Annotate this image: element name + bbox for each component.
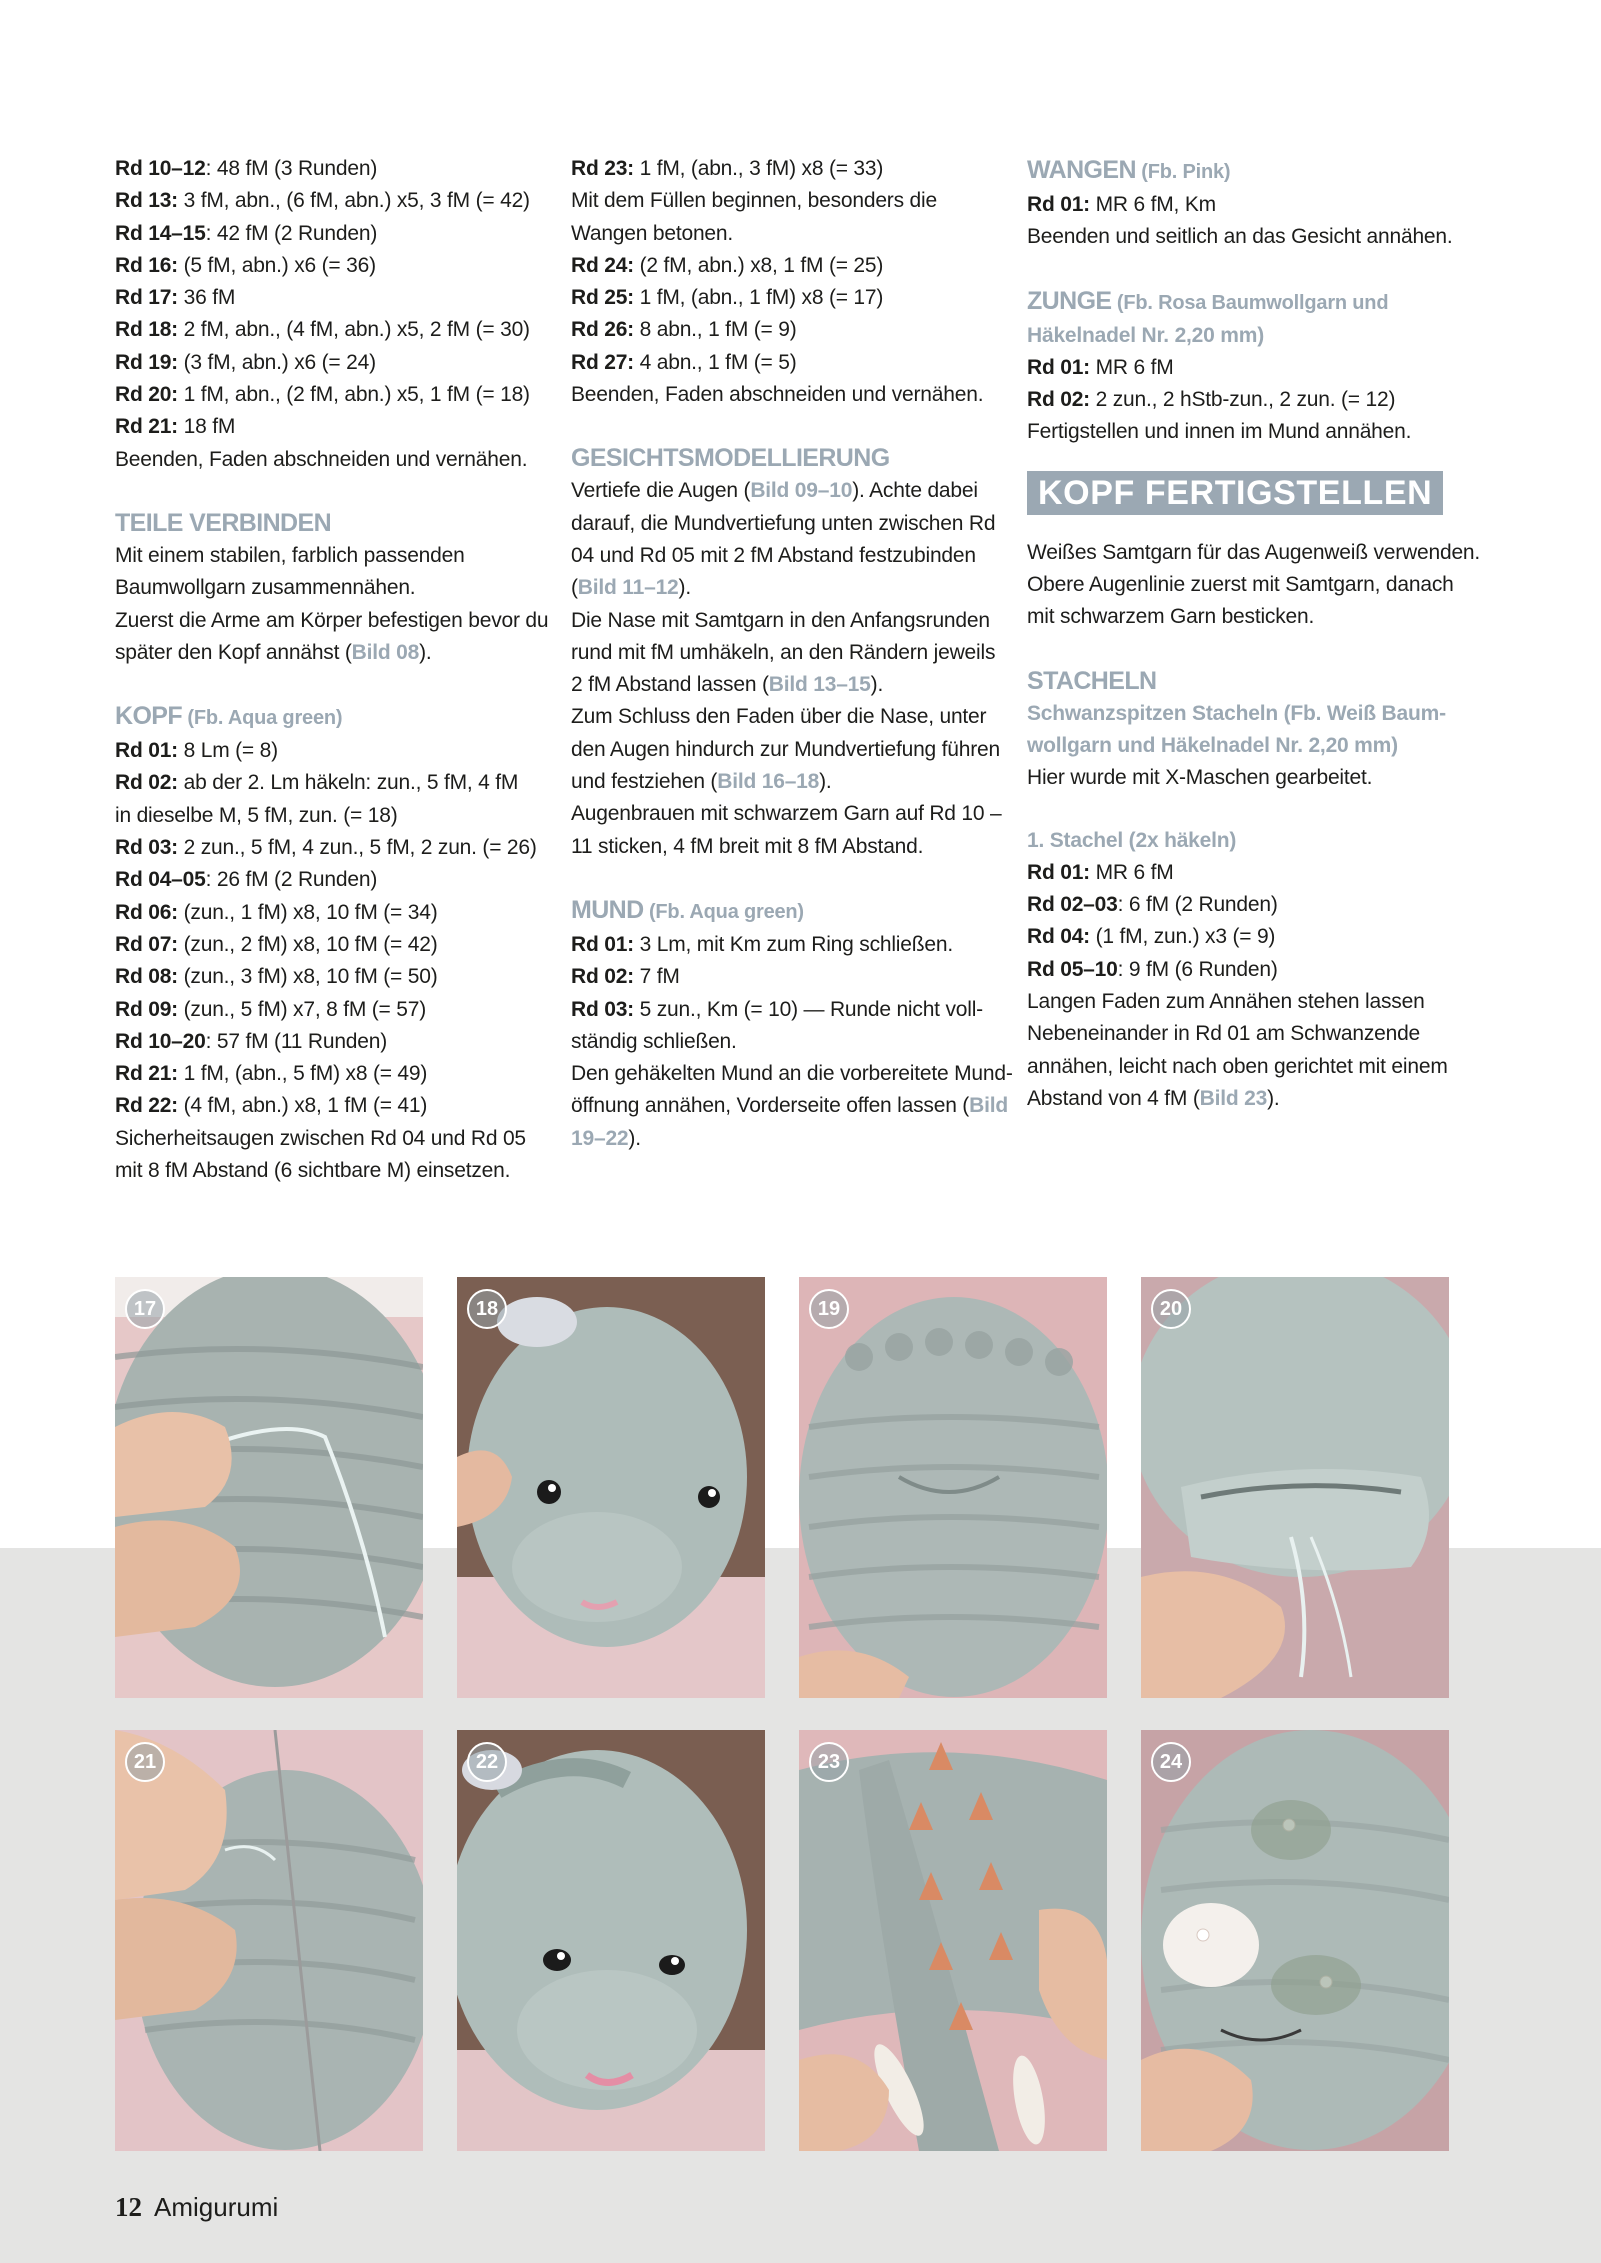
text-line: Rd 25: 1 fM, (abn., 1 fM) x8 (= 17) [571,286,884,310]
text-line: 2 fM Abstand lassen (Bild 13–15). [571,673,884,697]
text-line: annähen, leicht nach oben gerichtet mit einem [1027,1054,1448,1078]
photo-number: 21 [125,1742,165,1782]
text-line: Rd 05–10: 9 fM (6 Runden) [1027,957,1278,981]
heading-zunge: ZUNGE (Fb. Rosa Baumwollgarn und [1027,286,1389,315]
photo-18 [457,1277,765,1698]
text-line: Rd 16: (5 fM, abn.) x6 (= 36) [115,253,376,277]
text-line: den Augen hindurch zur Mundvertiefung führen [571,737,1001,761]
heading-teile-verbinden: TEILE VERBINDEN [115,508,332,537]
banner-kopf-fertigstellen: KOPF FERTIGSTELLEN [1027,471,1443,515]
heading-kopf: KOPF (Fb. Aqua green) [115,702,343,731]
text-line: Rd 10–12: 48 fM (3 Runden) [115,157,378,180]
text-line: ständig schließen. [571,1029,737,1053]
image-reference: Bild 09–10 [750,479,853,503]
column-2 [571,153,1013,1155]
text-line: 11 sticken, 4 fM breit mit 8 fM Abstand. [571,834,924,858]
photo-22 [457,1730,765,2151]
photo-23 [799,1730,1107,2151]
page-number: 12 [115,2192,142,2222]
text-line: (Bild 11–12). [571,576,691,600]
text-line: mit 8 fM Abstand (6 sichtbare M) einsetzen. [115,1159,511,1183]
text-line: Die Nase mit Samtgarn in den Anfangsrunden [571,608,990,632]
column-1 [115,153,548,1187]
subheading-stachel-1: 1. Stachel (2x häkeln) [1027,828,1237,852]
text-line: Beenden, Faden abschneiden und vernähen. [115,447,528,471]
text-line: Zuerst die Arme am Körper befestigen bevor du [115,608,549,632]
text-line: Rd 08: (zun., 3 fM) x8, 10 fM (= 50) [115,965,438,989]
text-line: Fertigstellen und innen im Mund annähen. [1027,420,1412,444]
text-line: Rd 03: 5 zun., Km (= 10) — Runde nicht voll- [571,997,983,1021]
text-line: Wangen betonen. [571,221,734,245]
subheading-line: Schwanzspitzen Stacheln (Fb. Weiß Baum- [1027,701,1446,725]
text-line: Rd 06: (zun., 1 fM) x8, 10 fM (= 34) [115,900,438,924]
text-line: Rd 07: (zun., 2 fM) x8, 10 fM (= 42) [115,932,438,956]
heading-stacheln: STACHELN [1027,666,1157,695]
text-line: Nebeneinander in Rd 01 am Schwanzende [1027,1022,1421,1046]
magazine-title: Amigurumi [154,2192,279,2222]
text-line: Rd 22: (4 fM, abn.) x8, 1 fM (= 41) [115,1094,428,1118]
text-line: mit schwarzem Garn besticken. [1027,605,1315,629]
subheading-line: wollgarn und Häkelnadel Nr. 2,20 mm) [1027,733,1398,757]
photo-number: 23 [809,1742,849,1782]
rounds-list-kopf-cont [571,153,1013,411]
text-line: in dieselbe M, 5 fM, zun. (= 18) [115,803,398,827]
photo-number: 22 [467,1742,507,1782]
text-line: und festziehen (Bild 16–18). [571,770,832,794]
text-line: Mit dem Füllen beginnen, besonders die [571,189,937,213]
photo-19 [799,1277,1107,1698]
text-line: Rd 23: 1 fM, (abn., 3 fM) x8 (= 33) [571,157,884,180]
photo-number: 24 [1151,1742,1191,1782]
text-line: Rd 21: 18 fM [115,415,236,439]
text-line: Augenbrauen mit schwarzem Garn auf Rd 10 – [571,802,1002,826]
text-line: Rd 17: 36 fM [115,286,236,310]
image-reference: Bild 13–15 [768,673,871,697]
rounds-list-kopf [115,735,548,1187]
text-line: Rd 04–05: 26 fM (2 Runden) [115,868,378,892]
photo-number: 17 [125,1289,165,1329]
text-line: Den gehäkelten Mund an die vorbereitete Mund- [571,1062,1013,1086]
text-line: Rd 01: MR 6 fM [1027,860,1174,884]
heading-gesichtsmodellierung: GESICHTSMODELLIERUNG [571,444,890,473]
heading-mund: MUND (Fb. Aqua green) [571,895,804,924]
image-reference: Bild [969,1094,1008,1118]
heading-wangen: WANGEN (Fb. Pink) [1027,156,1231,184]
text-line: Rd 20: 1 fM, abn., (2 fM, abn.) x5, 1 fM (= 18) [115,383,530,407]
text-line: Sicherheitsaugen zwischen Rd 04 und Rd 05 [115,1126,526,1150]
rounds-list-body [115,153,548,476]
image-reference: Bild 23 [1199,1086,1268,1110]
text-line: 04 und Rd 05 mit 2 fM Abstand festzubinden [571,543,976,567]
text-line: Mit einem stabilen, farblich passenden [115,543,465,567]
subheading-line: Häkelnadel Nr. 2,20 mm) [1027,323,1265,347]
image-reference: 19–22 [571,1126,629,1150]
text-line: Rd 18: 2 fM, abn., (4 fM, abn.) x5, 2 fM (= 30) [115,318,530,342]
text-line: Rd 09: (zun., 5 fM) x7, 8 fM (= 57) [115,997,427,1021]
text-line: Rd 10–20: 57 fM (11 Runden) [115,1029,388,1053]
text-line: Beenden, Faden abschneiden und vernähen. [571,383,984,407]
image-reference: Bild 08 [351,640,420,664]
text-line: Rd 01: 3 Lm, mit Km zum Ring schließen. [571,932,953,956]
text-line: Hier wurde mit X-Maschen gearbeitet. [1027,766,1373,790]
text-line: Weißes Samtgarn für das Augenweiß verwenden. [1027,540,1481,564]
photo-24 [1141,1730,1449,2151]
text-line: Rd 27: 4 abn., 1 fM (= 5) [571,350,797,374]
text-line: Vertiefe die Augen (Bild 09–10). Achte dabei [571,479,978,503]
image-reference: Bild 11–12 [577,576,679,600]
text-line: Zum Schluss den Faden über die Nase, unter [571,705,987,729]
text-line: Langen Faden zum Annähen stehen lassen [1027,990,1425,1014]
text-line: Obere Augenlinie zuerst mit Samtgarn, danach [1027,573,1454,597]
text-line: öffnung annähen, Vorderseite offen lassen (Bild [571,1094,1008,1118]
text-line: Beenden und seitlich an das Gesicht annähen. [1027,225,1453,249]
text-line: Rd 24: (2 fM, abn.) x8, 1 fM (= 25) [571,253,884,277]
photo-20 [1141,1277,1449,1698]
photo-number: 20 [1151,1289,1191,1329]
text-line: später den Kopf annähst (Bild 08). [115,640,432,664]
text-line: Rd 26: 8 abn., 1 fM (= 9) [571,318,797,342]
text-line: Rd 01: 8 Lm (= 8) [115,739,278,763]
text-line: Rd 02–03: 6 fM (2 Runden) [1027,893,1278,917]
text-line: Rd 19: (3 fM, abn.) x6 (= 24) [115,350,376,374]
text-line: Rd 02: ab der 2. Lm häkeln: zun., 5 fM, 4 fM [115,771,519,795]
photo-number: 18 [467,1289,507,1329]
text-line: Rd 02: 7 fM [571,965,680,989]
photo-21 [115,1730,423,2151]
photo-17 [115,1277,423,1698]
text-line: darauf, die Mundvertiefung unten zwischen Rd [571,511,996,535]
text-line: rund mit fM umhäkeln, an den Rändern jeweils [571,640,996,664]
text-line: Rd 03: 2 zun., 5 fM, 4 zun., 5 fM, 2 zun. (= 26) [115,836,537,860]
text-line: Abstand von 4 fM (Bild 23). [1027,1086,1280,1110]
photo-number: 19 [809,1289,849,1329]
text-line: 19–22). [571,1126,641,1150]
column-3 [1027,153,1480,1115]
text-line: Rd 21: 1 fM, (abn., 5 fM) x8 (= 49) [115,1062,428,1086]
image-reference: Bild 16–18 [717,770,820,794]
text-line: Rd 04: (1 fM, zun.) x3 (= 9) [1027,925,1276,949]
text-line: Rd 02: 2 zun., 2 hStb-zun., 2 zun. (= 12) [1027,388,1396,412]
text-line: Baumwollgarn zusammennähen. [115,576,416,600]
text-line: Rd 01: MR 6 fM [1027,355,1174,379]
page-footer [115,2192,278,2223]
text-line: Rd 01: MR 6 fM, Km [1027,193,1216,216]
text-line: Rd 14–15: 42 fM (2 Runden) [115,221,378,245]
text-line: Rd 13: 3 fM, abn., (6 fM, abn.) x5, 3 fM (= 42) [115,189,530,213]
